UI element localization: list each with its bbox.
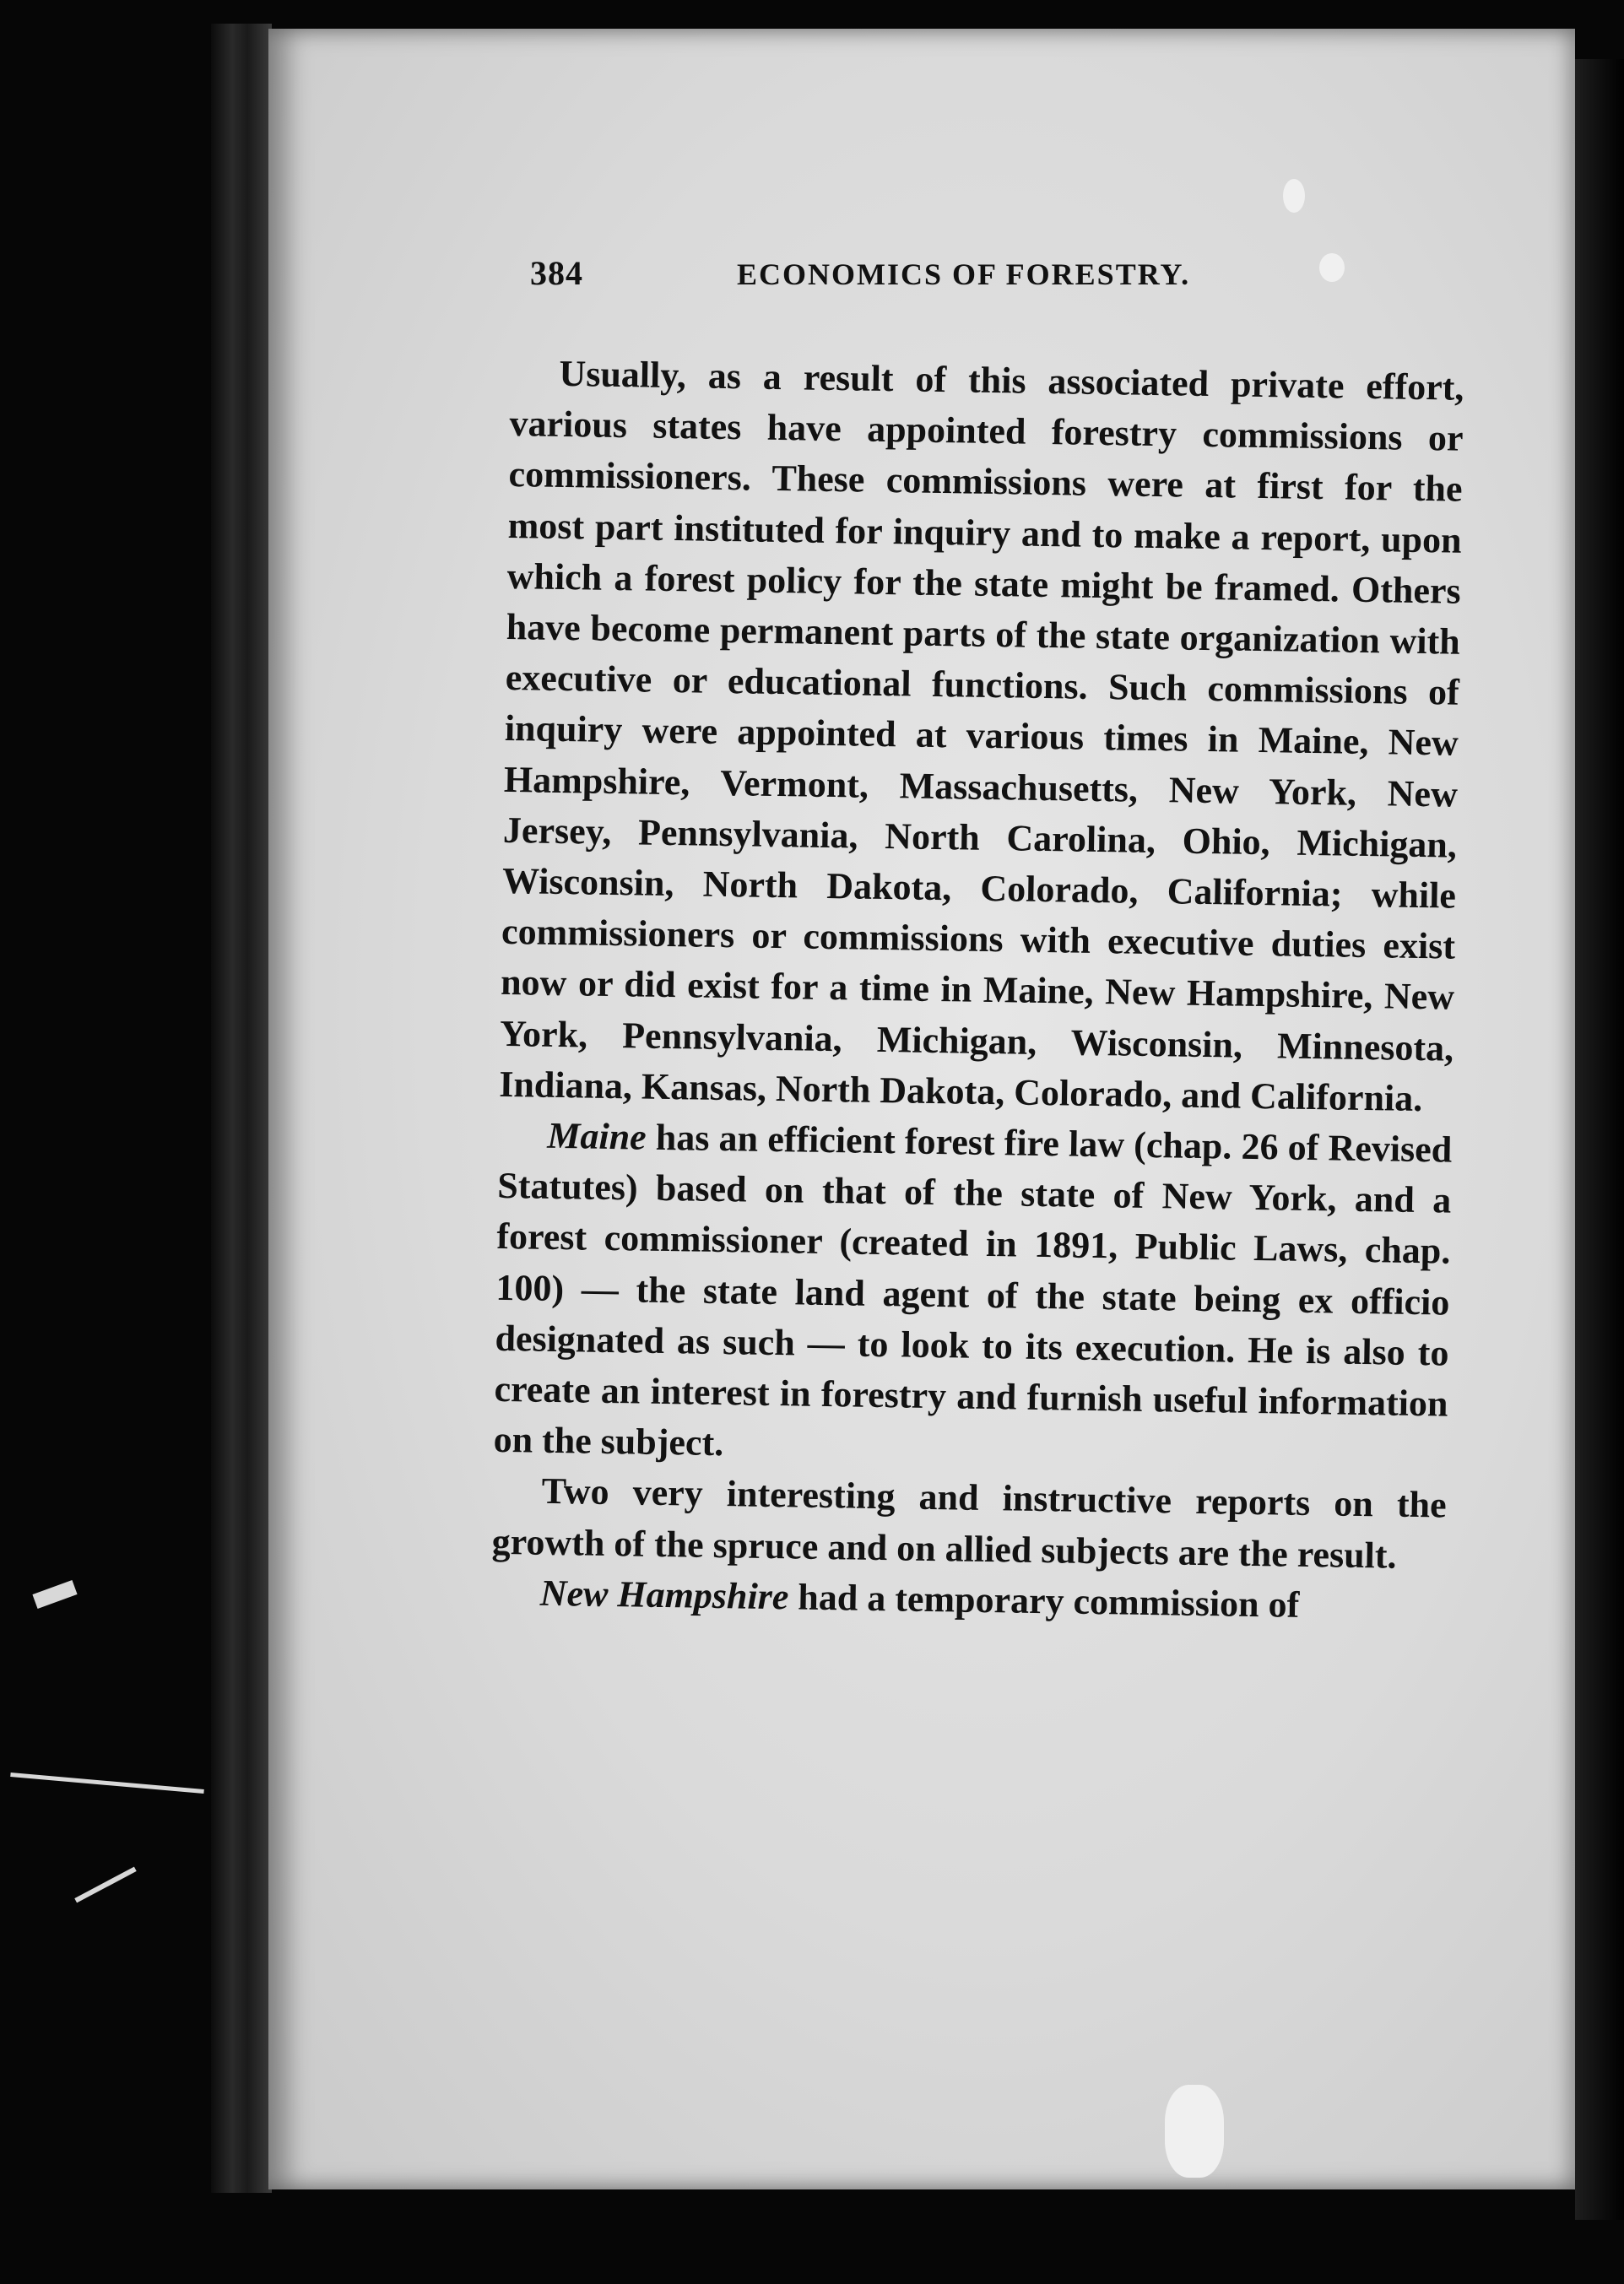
margin-mark [74, 1867, 136, 1903]
margin-mark [32, 1580, 77, 1609]
scan-speck [1165, 2085, 1224, 2178]
paragraph-state-commissions [499, 348, 1464, 1125]
margin-mark [10, 1773, 204, 1794]
page-right-edge-shadow [1575, 59, 1624, 2220]
paragraph-2-text: has an efficient forest fire law (chap. 26 of Revised Statutes) based on that of the state of New York, and a forest commissioner (created in 1891, Public Laws, chap. 100) — the state land agent of the state being ex officio designated as such — to look to its execution. He is also to create an interest in forestry and furnish useful information on the subject. [493, 1116, 1453, 1464]
scan-speck [1283, 179, 1305, 213]
paragraph-4-lead: New Hampshire [539, 1572, 789, 1618]
body-text [490, 348, 1464, 1633]
scan-speck [1319, 253, 1345, 282]
paragraph-2-lead: Maine [546, 1114, 647, 1158]
paragraph-4-text: had a temporary commission of [788, 1576, 1300, 1626]
running-title: ECONOMICS OF FORESTRY. [737, 257, 1191, 291]
paragraph-spruce-reports [491, 1465, 1447, 1582]
paragraph-maine [493, 1110, 1452, 1480]
paragraph-1-text: Usually, as a result of this associated private effort, various states have appointed forestry commissions or commissioners. These commissions were at first for the most part instituted for inquiry and to make a report, upon which a forest policy for the state might be framed. Others have become permanent parts of the state organization with executive or educational functions. Such commissions of inquiry were appointed at various times in Maine, New Hampshire, Vermont, Massachusetts, New York, New Jersey, Pennsylvania, North Carolina, Ohio, Michigan, Wisconsin, North Dakota, Colorado, California; while commissioners or commissions with executive duties exist now or did exist for a time in Maine, New Hampshire, New York, Pennsylvania, Michigan, Wisconsin, Minnesota, Indiana, Kansas, North Dakota, Colorado, and California. [498, 352, 1464, 1119]
page-number: 384 [530, 254, 583, 292]
book-binding-edge [211, 24, 272, 2193]
paragraph-3-text: Two very interesting and instructive reports on the growth of the spruce and on allied subjects are the result. [491, 1470, 1447, 1577]
